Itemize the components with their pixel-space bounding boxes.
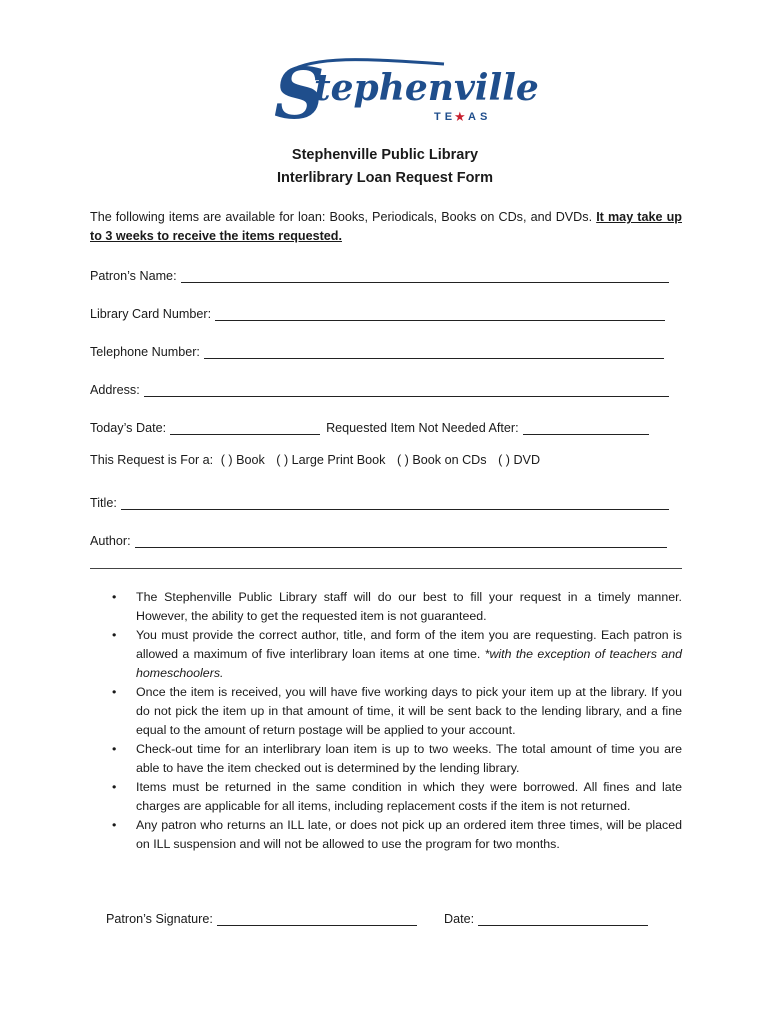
card-number-input[interactable]	[215, 306, 665, 321]
telephone-label: Telephone Number:	[90, 345, 200, 359]
divider	[90, 568, 682, 569]
address-field	[90, 379, 669, 397]
rule-text: The Stephenville Public Library staff will do our best to fill your request in a timely manner. However, the ability to get the requested item is not guaranteed.	[136, 590, 682, 623]
date-row	[90, 417, 649, 435]
author-label: Author:	[90, 534, 131, 548]
policy-list	[90, 588, 682, 854]
author-field	[90, 530, 667, 548]
bullet-icon: •	[112, 685, 117, 699]
logo-state-left: TE	[434, 111, 457, 123]
logo-wordmark: tephenville	[314, 67, 539, 109]
star-icon: ★	[454, 109, 466, 124]
telephone-input[interactable]	[204, 344, 664, 359]
address-label: Address:	[90, 383, 140, 397]
signature-label: Patron’s Signature:	[106, 912, 213, 926]
stephenville-logo	[274, 50, 539, 140]
patron-name-label: Patron’s Name:	[90, 269, 177, 283]
rule-italic-note: *with the exception of teachers and homeschoolers.	[136, 647, 682, 680]
option-dvd[interactable]: ( ) DVD	[498, 453, 541, 467]
bullet-icon: •	[112, 780, 117, 794]
page-title: Stephenville Public Library	[291, 147, 479, 163]
list-item	[90, 816, 682, 854]
address-input[interactable]	[144, 382, 669, 397]
not-needed-after-input[interactable]	[523, 420, 649, 435]
not-needed-after-label: Requested Item Not Needed After:	[326, 421, 519, 435]
option-book-on-cds[interactable]: ( ) Book on CDs	[396, 453, 487, 467]
logo-initial: S	[274, 52, 325, 135]
signature-field	[106, 911, 417, 926]
signature-date-input[interactable]	[478, 911, 648, 926]
signature-date-label: Date:	[444, 912, 475, 926]
logo-graphic	[274, 50, 539, 140]
bullet-icon: •	[112, 742, 117, 756]
list-item	[90, 778, 682, 816]
list-item	[90, 626, 682, 683]
card-number-field	[90, 303, 665, 321]
title-label: Title:	[90, 496, 117, 510]
rule-text: Items must be returned in the same condition in which they were borrowed. All fines and late charges are applicable for all items, including replacement costs if the item is not returned.	[136, 780, 682, 813]
logo-state-right: AS	[468, 111, 492, 123]
intro-text: The following items are available for loan: Books, Periodicals, Books on CDs, and DVDs.	[90, 210, 597, 224]
telephone-field	[90, 341, 664, 359]
signature-input[interactable]	[217, 911, 417, 926]
bullet-icon: •	[112, 590, 117, 604]
patron-name-input[interactable]	[181, 268, 669, 283]
title-input[interactable]	[121, 495, 669, 510]
intro-paragraph	[90, 208, 682, 246]
todays-date-label: Today’s Date:	[90, 421, 167, 435]
list-item	[90, 588, 682, 626]
card-number-label: Library Card Number:	[90, 307, 212, 321]
bullet-icon: •	[112, 628, 117, 642]
rule-text: Any patron who returns an ILL late, or does not pick up an ordered item three times, will be placed on ILL suspension and will not be allowed to use the program for two months.	[136, 818, 682, 851]
list-item	[90, 683, 682, 740]
title-field	[90, 492, 669, 510]
request-type-row	[90, 453, 540, 467]
list-item	[90, 740, 682, 778]
intro-emphasis: It may take up to 3 weeks to receive the items requested.	[90, 210, 682, 243]
option-large-print-book[interactable]: ( ) Large Print Book	[276, 453, 386, 467]
signature-date-field	[444, 911, 648, 926]
bullet-icon: •	[112, 818, 117, 832]
author-input[interactable]	[135, 533, 667, 548]
rule-text: You must provide the correct author, title, and form of the item you are requesting. Each patron is allowed a maximum of five interlibrary loan items at one time.	[136, 628, 682, 661]
todays-date-input[interactable]	[170, 420, 320, 435]
rule-text: Check-out time for an interlibrary loan item is up to two weeks. The total amount of time you are able to have the item checked out is determined by the lending library.	[136, 742, 682, 775]
patron-name-field	[90, 265, 669, 283]
form-subtitle: Interlibrary Loan Request Form	[277, 170, 493, 186]
rule-text: Once the item is received, you will have five working days to pick your item up at the library. If you do not pick the item up in that amount of time, it will be sent back to the lending library, and a fine equal to the amount of return postage will be applied to your account.	[136, 685, 682, 737]
request-type-label: This Request is For a:	[90, 453, 214, 467]
option-book[interactable]: ( ) Book	[220, 453, 265, 467]
